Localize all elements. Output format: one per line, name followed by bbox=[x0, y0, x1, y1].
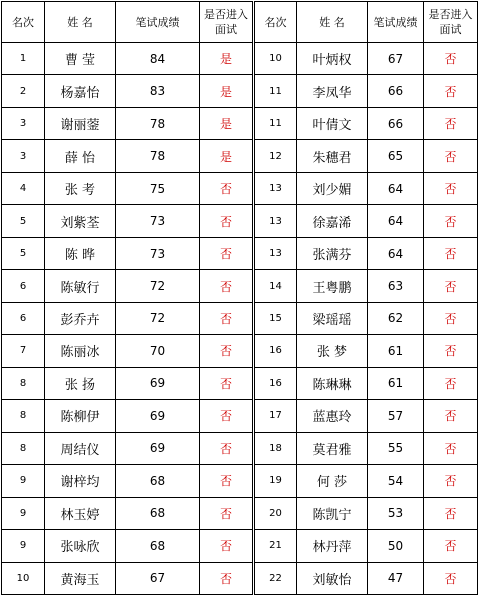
left-score-cell: 72 bbox=[116, 270, 200, 302]
table-row bbox=[2, 335, 478, 367]
right-rank-cell: 11 bbox=[254, 75, 297, 107]
left-name-cell: 张 考 bbox=[45, 172, 116, 204]
left-name-cell: 杨嘉怡 bbox=[45, 75, 116, 107]
header-interview: 是否进入面试 bbox=[424, 2, 478, 43]
right-rank-cell: 16 bbox=[254, 335, 297, 367]
right-name-cell: 叶炳权 bbox=[297, 43, 368, 75]
left-interview-cell: 否 bbox=[200, 270, 254, 302]
left-name-cell: 陈敏行 bbox=[45, 270, 116, 302]
right-interview-cell: 否 bbox=[424, 140, 478, 172]
table-row bbox=[2, 43, 478, 75]
header-score: 笔试成绩 bbox=[116, 2, 200, 43]
left-interview-cell: 是 bbox=[200, 107, 254, 139]
left-name-cell: 薛 怡 bbox=[45, 140, 116, 172]
right-rank-cell: 13 bbox=[254, 237, 297, 269]
left-score-cell: 70 bbox=[116, 335, 200, 367]
left-score-cell: 73 bbox=[116, 237, 200, 269]
right-score-cell: 50 bbox=[368, 530, 424, 562]
left-name-cell: 张 扬 bbox=[45, 367, 116, 399]
right-score-cell: 55 bbox=[368, 432, 424, 464]
left-name-cell: 谢梓均 bbox=[45, 465, 116, 497]
left-interview-cell: 否 bbox=[200, 400, 254, 432]
left-rank-cell: 8 bbox=[2, 400, 45, 432]
right-rank-cell: 19 bbox=[254, 465, 297, 497]
right-interview-cell: 否 bbox=[424, 400, 478, 432]
left-rank-cell: 4 bbox=[2, 172, 45, 204]
right-rank-cell: 22 bbox=[254, 562, 297, 595]
right-rank-cell: 12 bbox=[254, 140, 297, 172]
left-score-cell: 68 bbox=[116, 465, 200, 497]
left-rank-cell: 10 bbox=[2, 562, 45, 595]
exam-ranking-table bbox=[1, 1, 478, 595]
right-interview-cell: 否 bbox=[424, 530, 478, 562]
left-name-cell: 彭乔卉 bbox=[45, 302, 116, 334]
right-score-cell: 65 bbox=[368, 140, 424, 172]
left-rank-cell: 9 bbox=[2, 497, 45, 529]
right-name-cell: 王粤鹏 bbox=[297, 270, 368, 302]
left-interview-cell: 否 bbox=[200, 367, 254, 399]
right-interview-cell: 否 bbox=[424, 172, 478, 204]
right-name-cell: 刘少媚 bbox=[297, 172, 368, 204]
left-score-cell: 68 bbox=[116, 497, 200, 529]
right-score-cell: 64 bbox=[368, 172, 424, 204]
right-name-cell: 何 莎 bbox=[297, 465, 368, 497]
right-rank-cell: 11 bbox=[254, 107, 297, 139]
left-interview-cell: 否 bbox=[200, 465, 254, 497]
right-score-cell: 63 bbox=[368, 270, 424, 302]
right-rank-cell: 20 bbox=[254, 497, 297, 529]
right-score-cell: 64 bbox=[368, 237, 424, 269]
left-rank-cell: 7 bbox=[2, 335, 45, 367]
right-name-cell: 刘敏怡 bbox=[297, 562, 368, 595]
right-name-cell: 莫君雅 bbox=[297, 432, 368, 464]
right-rank-cell: 14 bbox=[254, 270, 297, 302]
right-rank-cell: 21 bbox=[254, 530, 297, 562]
left-score-cell: 84 bbox=[116, 43, 200, 75]
left-name-cell: 周结仪 bbox=[45, 432, 116, 464]
left-interview-cell: 否 bbox=[200, 172, 254, 204]
header-interview: 是否进入面试 bbox=[200, 2, 254, 43]
right-score-cell: 54 bbox=[368, 465, 424, 497]
right-interview-cell: 否 bbox=[424, 107, 478, 139]
right-score-cell: 64 bbox=[368, 205, 424, 237]
left-rank-cell: 3 bbox=[2, 140, 45, 172]
left-interview-cell: 是 bbox=[200, 140, 254, 172]
right-interview-cell: 否 bbox=[424, 302, 478, 334]
right-interview-cell: 否 bbox=[424, 562, 478, 595]
table-row bbox=[2, 465, 478, 497]
left-interview-cell: 否 bbox=[200, 530, 254, 562]
right-score-cell: 62 bbox=[368, 302, 424, 334]
header-name: 姓 名 bbox=[45, 2, 116, 43]
right-rank-cell: 15 bbox=[254, 302, 297, 334]
left-name-cell: 陈 晔 bbox=[45, 237, 116, 269]
left-name-cell: 张咏欣 bbox=[45, 530, 116, 562]
left-rank-cell: 6 bbox=[2, 270, 45, 302]
table-row bbox=[2, 367, 478, 399]
right-score-cell: 53 bbox=[368, 497, 424, 529]
right-rank-cell: 13 bbox=[254, 205, 297, 237]
right-rank-cell: 10 bbox=[254, 43, 297, 75]
left-name-cell: 黄海玉 bbox=[45, 562, 116, 595]
left-name-cell: 林玉婷 bbox=[45, 497, 116, 529]
table-row bbox=[2, 237, 478, 269]
left-interview-cell: 否 bbox=[200, 237, 254, 269]
right-name-cell: 叶倩文 bbox=[297, 107, 368, 139]
left-interview-cell: 否 bbox=[200, 205, 254, 237]
left-rank-cell: 1 bbox=[2, 43, 45, 75]
right-rank-cell: 16 bbox=[254, 367, 297, 399]
left-score-cell: 78 bbox=[116, 140, 200, 172]
left-rank-cell: 5 bbox=[2, 205, 45, 237]
left-name-cell: 陈丽冰 bbox=[45, 335, 116, 367]
left-interview-cell: 是 bbox=[200, 43, 254, 75]
right-name-cell: 蓝惠玲 bbox=[297, 400, 368, 432]
right-interview-cell: 否 bbox=[424, 43, 478, 75]
left-rank-cell: 8 bbox=[2, 432, 45, 464]
table-row bbox=[2, 75, 478, 107]
right-interview-cell: 否 bbox=[424, 432, 478, 464]
left-score-cell: 69 bbox=[116, 367, 200, 399]
right-interview-cell: 否 bbox=[424, 367, 478, 399]
left-interview-cell: 否 bbox=[200, 432, 254, 464]
left-rank-cell: 5 bbox=[2, 237, 45, 269]
right-score-cell: 67 bbox=[368, 43, 424, 75]
left-name-cell: 陈柳伊 bbox=[45, 400, 116, 432]
left-rank-cell: 9 bbox=[2, 530, 45, 562]
left-rank-cell: 3 bbox=[2, 107, 45, 139]
right-name-cell: 陈凯宁 bbox=[297, 497, 368, 529]
right-name-cell: 李凤华 bbox=[297, 75, 368, 107]
table-row bbox=[2, 530, 478, 562]
right-name-cell: 徐嘉浠 bbox=[297, 205, 368, 237]
left-score-cell: 67 bbox=[116, 562, 200, 595]
left-score-cell: 78 bbox=[116, 107, 200, 139]
left-score-cell: 73 bbox=[116, 205, 200, 237]
left-interview-cell: 否 bbox=[200, 335, 254, 367]
table-row bbox=[2, 270, 478, 302]
header-name: 姓 名 bbox=[297, 2, 368, 43]
right-rank-cell: 17 bbox=[254, 400, 297, 432]
right-interview-cell: 否 bbox=[424, 270, 478, 302]
right-score-cell: 66 bbox=[368, 75, 424, 107]
left-rank-cell: 2 bbox=[2, 75, 45, 107]
left-score-cell: 75 bbox=[116, 172, 200, 204]
right-interview-cell: 否 bbox=[424, 497, 478, 529]
left-rank-cell: 9 bbox=[2, 465, 45, 497]
right-name-cell: 张满芬 bbox=[297, 237, 368, 269]
right-rank-cell: 13 bbox=[254, 172, 297, 204]
table-row bbox=[2, 497, 478, 529]
right-interview-cell: 否 bbox=[424, 465, 478, 497]
left-name-cell: 刘紫荃 bbox=[45, 205, 116, 237]
table-row bbox=[2, 400, 478, 432]
table-row bbox=[2, 107, 478, 139]
header-row bbox=[2, 2, 478, 43]
table-row bbox=[2, 140, 478, 172]
header-rank: 名次 bbox=[254, 2, 297, 43]
right-name-cell: 梁瑶瑶 bbox=[297, 302, 368, 334]
left-interview-cell: 否 bbox=[200, 562, 254, 595]
table-row bbox=[2, 172, 478, 204]
right-name-cell: 张 梦 bbox=[297, 335, 368, 367]
left-score-cell: 83 bbox=[116, 75, 200, 107]
left-name-cell: 谢丽蓥 bbox=[45, 107, 116, 139]
left-interview-cell: 否 bbox=[200, 497, 254, 529]
left-interview-cell: 否 bbox=[200, 302, 254, 334]
right-score-cell: 61 bbox=[368, 367, 424, 399]
left-interview-cell: 是 bbox=[200, 75, 254, 107]
left-score-cell: 69 bbox=[116, 432, 200, 464]
left-score-cell: 69 bbox=[116, 400, 200, 432]
right-interview-cell: 否 bbox=[424, 335, 478, 367]
header-rank: 名次 bbox=[2, 2, 45, 43]
right-score-cell: 47 bbox=[368, 562, 424, 595]
right-score-cell: 57 bbox=[368, 400, 424, 432]
right-interview-cell: 否 bbox=[424, 75, 478, 107]
table-row bbox=[2, 205, 478, 237]
right-name-cell: 朱穗君 bbox=[297, 140, 368, 172]
table-row bbox=[2, 562, 478, 595]
left-rank-cell: 6 bbox=[2, 302, 45, 334]
right-rank-cell: 18 bbox=[254, 432, 297, 464]
left-score-cell: 68 bbox=[116, 530, 200, 562]
left-rank-cell: 8 bbox=[2, 367, 45, 399]
right-score-cell: 61 bbox=[368, 335, 424, 367]
header-score: 笔试成绩 bbox=[368, 2, 424, 43]
right-name-cell: 林丹萍 bbox=[297, 530, 368, 562]
table-row bbox=[2, 432, 478, 464]
right-name-cell: 陈琳琳 bbox=[297, 367, 368, 399]
table-row bbox=[2, 302, 478, 334]
right-interview-cell: 否 bbox=[424, 205, 478, 237]
left-name-cell: 曹 莹 bbox=[45, 43, 116, 75]
left-score-cell: 72 bbox=[116, 302, 200, 334]
right-score-cell: 66 bbox=[368, 107, 424, 139]
right-interview-cell: 否 bbox=[424, 237, 478, 269]
